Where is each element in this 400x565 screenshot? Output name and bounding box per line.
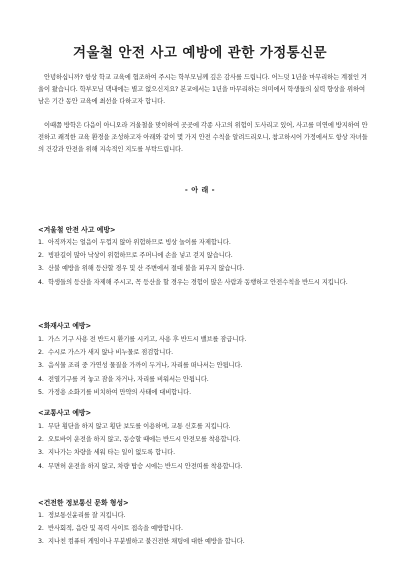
- list-item: 1. 가스 기구 사용 전 반드시 환기를 시키고, 사용 후 반드시 밸브를 잠급니다.: [38, 336, 247, 343]
- section-title-traffic-safety: <교통사고 예방>: [38, 409, 92, 417]
- notice-divider: - 아 래 -: [184, 186, 216, 194]
- winter-safety-list: [38, 236, 370, 289]
- page-title: 겨울철 안전 사고 예방에 관한 가정통신문: [73, 45, 327, 61]
- info-culture-list: [38, 509, 370, 549]
- list-item: 4. 무면허 운전을 하지 않고, 차량 탑승 시에는 반드시 안전띠를 착용합니다.: [38, 462, 243, 470]
- list-item: 1. 무단 횡단을 하지 않고 횡단 보도를 이용하며, 교통 신호를 지킵니다.: [38, 423, 231, 430]
- section-title-fire-safety: <화재사고 예방>: [38, 322, 92, 330]
- list-item: 2. 반사회적, 음란 및 폭력 사이트 접속을 예방합니다.: [38, 525, 183, 533]
- list-item: 5. 가정용 소화기를 비치하여 만약의 사태에 대비합니다.: [38, 388, 192, 396]
- list-item: 3. 산불 예방을 위해 등산할 경우 및 산 주변에서 절대 불을 피우지 않습니다.: [38, 265, 245, 273]
- intro-paragraph-1: 안녕하십니까? 항상 학교 교육에 협조하여 주시는 학부모님께 깊은 감사를 드립니다. 어느덧 1년을 마무리하는 계절인 겨울이 왔습니다. 학부모님 댁내에는 별고 없으신지요? 본교에서는 1년을 마무리하는 의미에서 학생들의 실력 향상을 위하여 남은 기간 동안 교육에 최선을 다하고자 합니다.: [38, 74, 367, 106]
- list-item: 3. 음식물 조리 중 가연성 물질을 가까이 두거나, 자리를 떠나서는 안됩니다.: [38, 362, 243, 370]
- list-item: 2. 빙판길이 많아 낙상이 위험하므로 주머니에 손을 넣고 걷지 않습니다.: [38, 252, 233, 260]
- section-title-info-culture: <건전한 정보통신 문화 형성>: [38, 499, 129, 507]
- list-item: 2. 오토바이 운전을 하지 않고, 동승할 때에는 반드시 안전모를 착용합니다.: [38, 436, 241, 444]
- list-item: 2. 수시로 가스가 새지 않나 비누물로 점검합니다.: [38, 349, 174, 357]
- traffic-safety-list: [38, 420, 370, 473]
- intro-paragraph-2: 이때쯤 방학은 다음이 아니오라 겨울철을 맞이하여 곳곳에 각종 사고의 위험이 도사리고 있어, 사고를 미연에 방지하여 안전하고 쾌적한 교육 환경을 조성하고자 아래와 같이 몇 가지 안전 수칙을 알려드리오니, 참고하시어 가정에서도 항상 자녀들의 건강과 안전을 위해 지속적인 지도를 부탁드립니다.: [38, 122, 368, 154]
- list-item: 3. 지나친 컴퓨터 게임이나 무분별하고 불건전한 채팅에 대한 예방을 합니다.: [38, 538, 245, 546]
- fire-safety-list: [38, 333, 370, 399]
- list-item: 3. 지나가는 차량을 세워 타는 일이 없도록 합니다.: [38, 449, 175, 457]
- list-item: 4. 학생들의 등산을 자제해 주시고, 꼭 등산을 할 경우는 경험이 많은 사람과 동행하고 안전수칙을 반드시 지킵니다.: [38, 278, 348, 286]
- list-item: 4. 전열기구를 켜 놓고 잠을 자거나, 자리를 비워서는 안됩니다.: [38, 375, 209, 383]
- list-item: 1. 아직까지는 얼음이 두껍지 않아 위험하므로 빙상 놀이를 자제합니다.: [38, 239, 231, 246]
- list-item: 1. 정보통신윤리를 잘 지킵니다.: [38, 512, 126, 519]
- section-title-winter-safety: <겨울철 안전 사고 예방>: [38, 226, 116, 234]
